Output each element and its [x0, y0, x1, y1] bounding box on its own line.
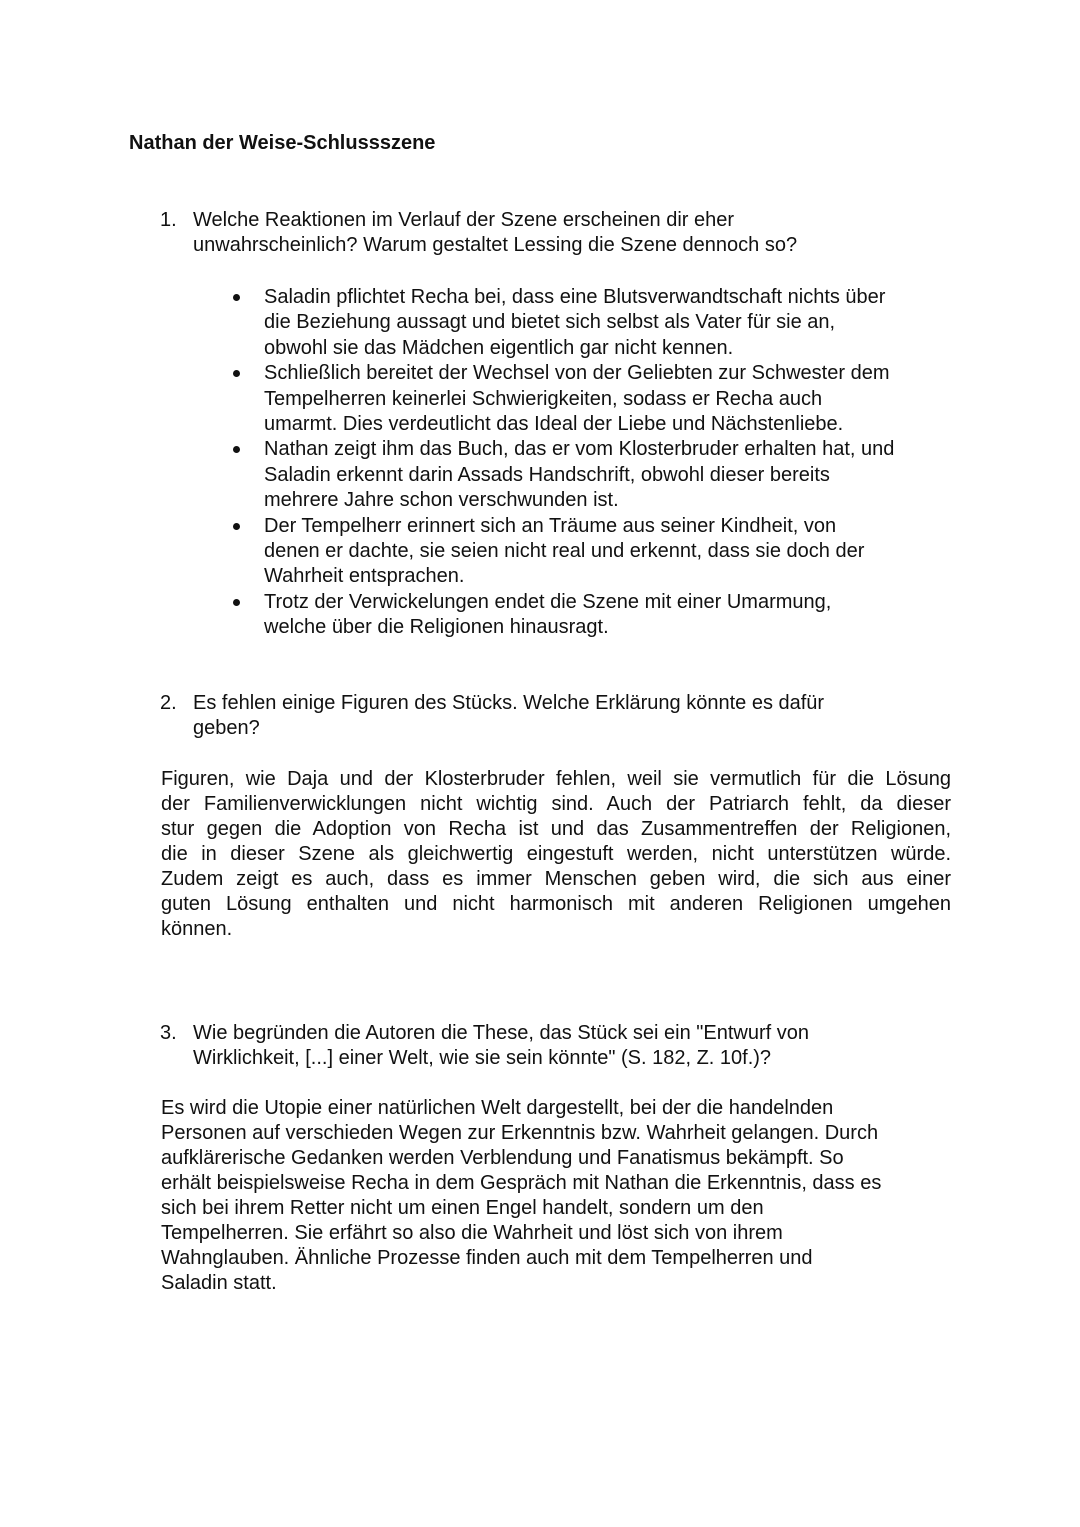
answer-bullet-list — [229, 285, 894, 641]
bullet-line: Tempelherren keinerlei Schwierigkeiten, sodass er Recha auch — [264, 387, 823, 410]
question-1 — [160, 208, 920, 259]
bullet-line: Trotz der Verwickelungen endet die Szene mit einer Umarmung, — [264, 590, 832, 613]
bullet-item — [229, 590, 894, 641]
bullet-icon — [233, 446, 240, 453]
answer-line: Es wird die Utopie einer natürlichen Welt dargestellt, bei der die handelnden — [161, 1097, 834, 1119]
question-line: Es fehlen einige Figuren des Stücks. Welche Erklärung könnte es dafür — [193, 692, 825, 714]
bullet-line: obwohl sie das Mädchen eigentlich gar nicht kennen. — [264, 336, 734, 359]
question-line: Wirklichkeit, [...] einer Welt, wie sie sein könnte" (S. 182, Z. 10f.)? — [193, 1047, 772, 1070]
bullet-line: Saladin erkennt darin Assads Handschrift, obwohl dieser bereits — [264, 463, 830, 486]
answer-line: erhält beispielsweise Recha in dem Gespräch mit Nathan die Erkenntnis, dass es — [161, 1172, 882, 1194]
question-2 — [160, 691, 920, 742]
bullet-item — [229, 361, 894, 437]
bullet-line: mehrere Jahre schon verschwunden ist. — [264, 489, 619, 512]
bullet-line: Wahrheit entsprachen. — [264, 565, 465, 588]
bullet-icon — [233, 294, 240, 301]
question-number: 2. — [160, 692, 177, 714]
bullet-line: Nathan zeigt ihm das Buch, das er vom Klosterbruder erhalten hat, und — [264, 438, 895, 461]
bullet-item — [229, 437, 894, 513]
answer-line: Personen auf verschieden Wegen zur Erkenntnis bzw. Wahrheit gelangen. Durch — [161, 1122, 879, 1144]
bullet-icon — [233, 599, 240, 606]
bullet-line: denen er dachte, sie seien nicht real und erkennt, dass sie doch der — [264, 540, 865, 563]
answer-line: aufklärerische Gedanken werden Verblendung und Fanatismus bekämpft. So — [161, 1147, 844, 1169]
bullet-line: Saladin pflichtet Recha bei, dass eine Blutsverwandtschaft nichts über — [264, 286, 886, 308]
question-line: Welche Reaktionen im Verlauf der Szene erscheinen dir eher — [193, 209, 735, 231]
document-title: Nathan der Weise-Schlussszene — [129, 132, 436, 154]
answer-paragraph-2 — [161, 767, 951, 942]
bullet-line: umarmt. Dies verdeutlicht das Ideal der Liebe und Nächstenliebe. — [264, 413, 844, 436]
bullet-icon — [233, 523, 240, 530]
bullet-icon — [233, 370, 240, 377]
question-line: Wie begründen die Autoren die These, das Stück sei ein "Entwurf von — [193, 1022, 809, 1044]
answer-line: Figuren, wie Daja und der Klosterbruder fehlen, weil sie vermutlich für die Lösung — [161, 768, 951, 790]
answer-line: Wahnglauben. Ähnliche Prozesse finden auch mit dem Tempelherren und — [161, 1247, 813, 1269]
answer-line: die in dieser Szene als gleichwertig eingestuft werden, nicht unterstützen würde. — [161, 843, 951, 865]
answer-line: guten Lösung enthalten und nicht harmonisch mit anderen Religionen umgehen — [161, 893, 951, 915]
answer-line: stur gegen die Adoption von Recha ist und das Zusammentreffen der Religionen, — [161, 818, 951, 840]
answer-line: sich bei ihrem Retter nicht um einen Engel handelt, sondern um den — [161, 1197, 764, 1219]
bullet-item — [229, 514, 894, 590]
question-number: 3. — [160, 1022, 177, 1044]
answer-line: Tempelherren. Sie erfährt so also die Wahrheit und löst sich von ihrem — [161, 1222, 783, 1244]
question-text — [193, 1021, 920, 1072]
bullet-item — [229, 285, 894, 361]
question-3 — [160, 1021, 920, 1072]
answer-line: Saladin statt. — [161, 1272, 277, 1294]
bullet-line: die Beziehung aussagt und bietet sich selbst als Vater für sie an, — [264, 311, 836, 334]
question-line: unwahrscheinlich? Warum gestaltet Lessing die Szene dennoch so? — [193, 234, 798, 257]
question-text — [193, 691, 920, 742]
question-text — [193, 208, 920, 259]
bullet-line: Schließlich bereitet der Wechsel von der Geliebten zur Schwester dem — [264, 362, 890, 385]
answer-line: können. — [161, 918, 233, 940]
answer-line: Zudem zeigt es auch, dass es immer Menschen geben wird, die sich aus einer — [161, 868, 951, 890]
answer-line: der Familienverwicklungen nicht wichtig sind. Auch der Patriarch fehlt, da dieser — [161, 793, 951, 815]
bullet-line: Der Tempelherr erinnert sich an Träume aus seiner Kindheit, von — [264, 514, 837, 537]
bullet-line: welche über die Religionen hinausragt. — [264, 616, 609, 639]
answer-paragraph-3 — [161, 1096, 951, 1296]
question-number: 1. — [160, 209, 177, 231]
question-line: geben? — [193, 717, 260, 740]
